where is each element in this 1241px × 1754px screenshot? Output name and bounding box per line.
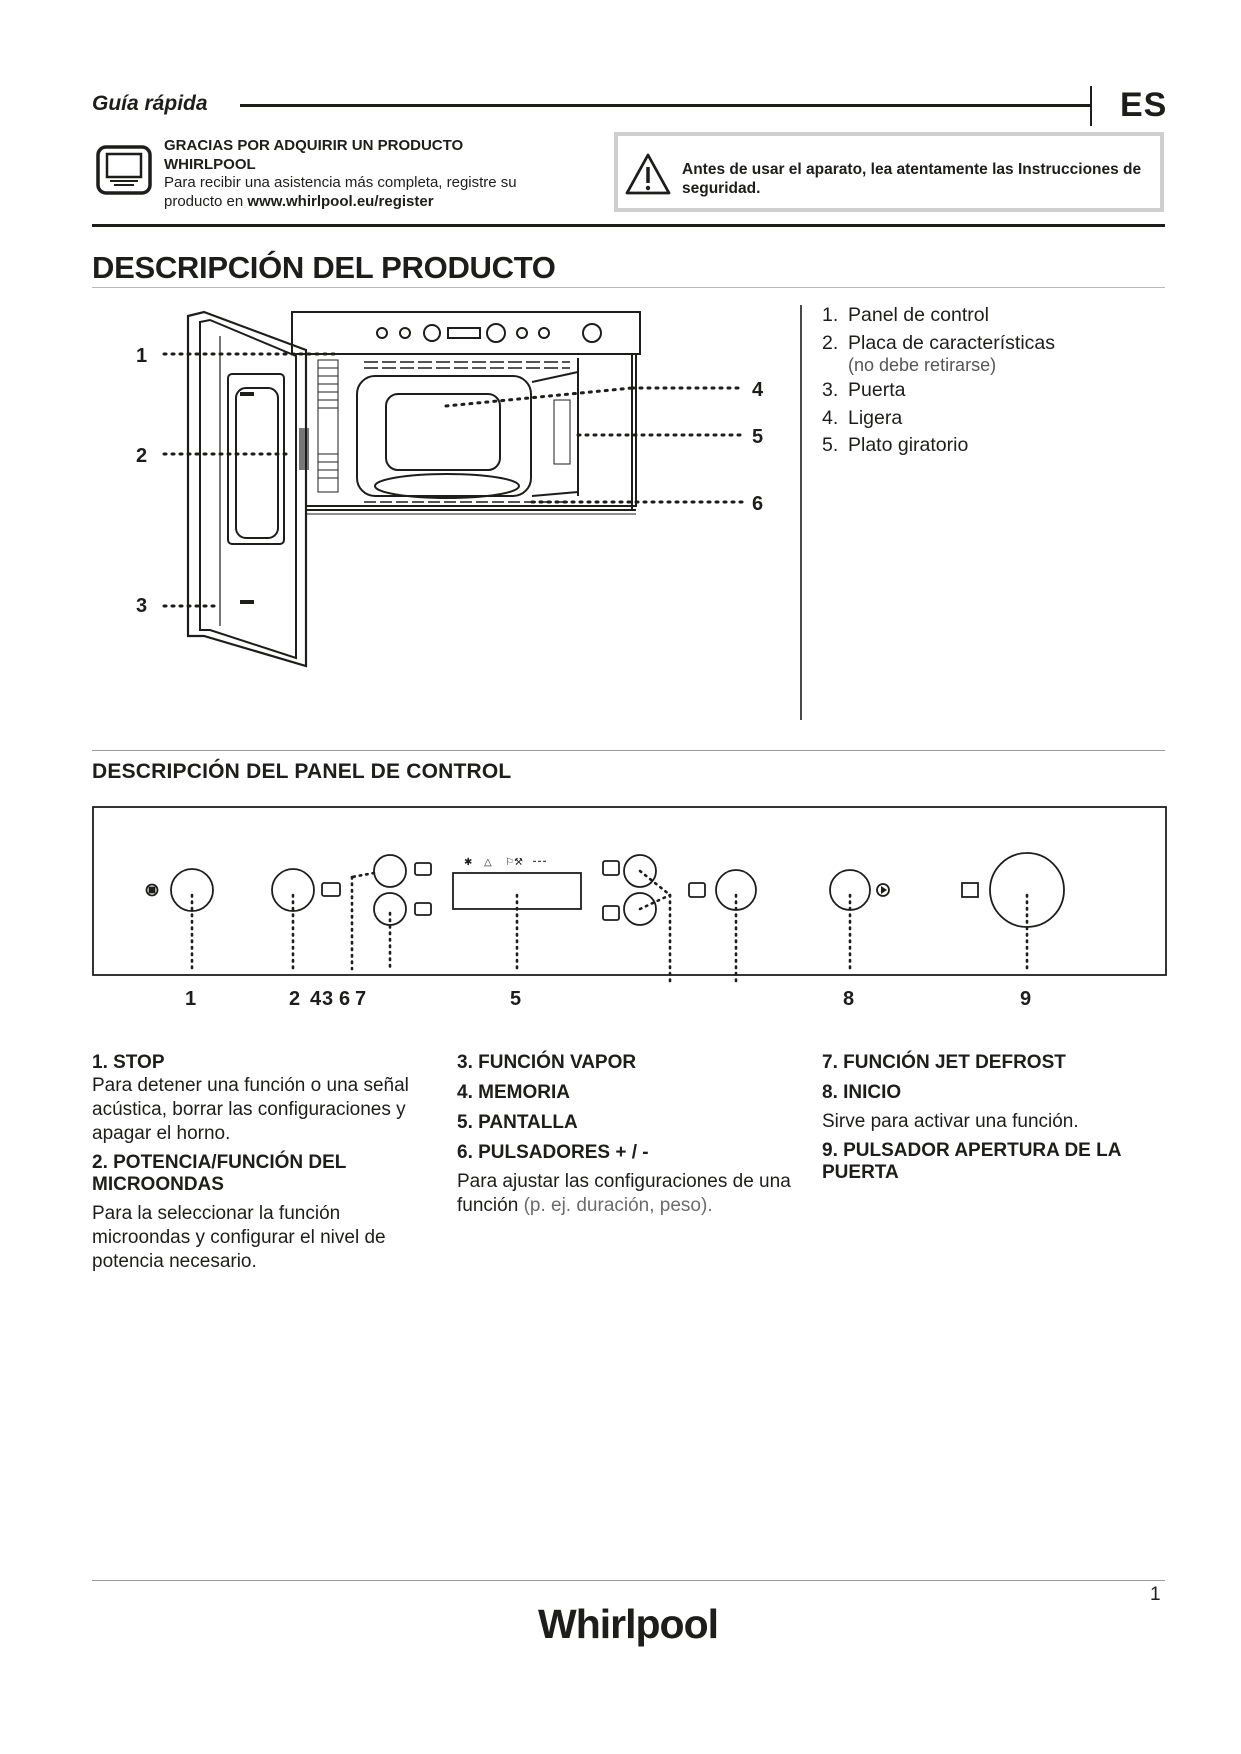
footer-divider <box>92 1580 1165 1581</box>
register-text <box>164 173 564 211</box>
register-sentence: Para recibir una asistencia más completa, registre su producto en <box>164 174 517 210</box>
descriptions-column-2 <box>457 1052 802 1218</box>
diagram-callout: 3 <box>136 595 148 617</box>
item-text: Para detener una función o una señal acústica, borrar las configuraciones y apagar el horno. <box>92 1075 409 1144</box>
item-text: Para la seleccionar la función microondas y configurar el nivel de potencia necesario. <box>92 1203 386 1272</box>
register-url-link[interactable]: www.whirlpool.eu/register <box>247 193 434 210</box>
list-item: 2. Placa de características <box>822 331 1056 354</box>
header-tick <box>1090 86 1092 126</box>
diagram-callout: 6 <box>752 493 764 515</box>
column-divider <box>800 305 802 720</box>
panel-callout: 8 <box>843 988 855 1010</box>
item-title: 7. FUNCIÓN JET DEFROST <box>822 1052 1066 1073</box>
safety-warning-text: Antes de usar el aparato, lea atentamente las Instrucciones de seguridad. <box>682 161 1142 197</box>
item-text-group <box>457 1170 802 1218</box>
control-panel-title: DESCRIPCIÓN DEL PANEL DE CONTROL <box>92 760 512 783</box>
svg-text:△: △ <box>484 857 492 868</box>
diagram-callout: 5 <box>752 426 764 448</box>
item-text: Sirve para activar una función. <box>822 1111 1079 1132</box>
list-item: 5. Plato giratorio <box>822 434 969 456</box>
panel-callout: 7 <box>355 988 367 1010</box>
list-item-note: (no debe retirarse) <box>848 355 997 375</box>
diagram-callout: 2 <box>136 445 148 467</box>
panel-callout: 1 <box>185 988 197 1010</box>
item-title: 1. STOP <box>92 1052 165 1073</box>
svg-text:⁃⁃⁃: ⁃⁃⁃ <box>532 857 547 868</box>
svg-text:Whirlpool: Whirlpool <box>538 1601 719 1647</box>
control-panel-diagram <box>92 805 1167 1025</box>
item-title: 3. FUNCIÓN VAPOR <box>457 1052 637 1073</box>
header-divider <box>92 224 1165 227</box>
item-title: 5. PANTALLA <box>457 1112 578 1133</box>
diagram-callout: 4 <box>752 379 764 401</box>
item-title: 4. MEMORIA <box>457 1082 570 1103</box>
item-text: Para ajustar las configuraciones de una función <box>457 1171 791 1216</box>
computer-register-icon <box>96 145 152 197</box>
panel-callout: 3 <box>322 988 334 1010</box>
panel-callout: 4 <box>310 988 322 1010</box>
diagram-callout: 1 <box>136 345 148 367</box>
descriptions-column-1 <box>92 1052 432 1274</box>
register-thanks-heading: GRACIAS POR ADQUIRIR UN PRODUCTO WHIRLPOOL <box>164 137 464 173</box>
panel-callout: 9 <box>1020 988 1032 1010</box>
svg-text:✱: ✱ <box>464 857 473 868</box>
item-title: 6. PULSADORES + / - <box>457 1142 649 1163</box>
list-item: 3. Puerta <box>822 379 906 401</box>
list-item: 1. Panel de control <box>822 304 989 326</box>
item-title: 9. PULSADOR APERTURA DE LA PUERTA <box>822 1140 1121 1183</box>
page-number: 1 <box>1150 1584 1161 1605</box>
section-divider <box>92 287 1165 288</box>
panel-callout: 5 <box>510 988 522 1010</box>
item-title: 2. POTENCIA/FUNCIÓN DEL MICROONDAS <box>92 1152 347 1195</box>
panel-callout: 6 <box>339 988 351 1010</box>
microwave-diagram <box>92 296 792 686</box>
item-text-muted: (p. ej. duración, peso). <box>523 1195 713 1216</box>
guide-title: Guía rápida <box>92 92 208 115</box>
item-title: 8. INICIO <box>822 1082 902 1103</box>
panel-callout: 2 <box>289 988 301 1010</box>
whirlpool-logo <box>534 1594 734 1664</box>
parts-list <box>822 302 1055 460</box>
header-rule <box>240 104 1090 107</box>
language-code: ES <box>1120 86 1168 124</box>
svg-text:⚐⚒: ⚐⚒ <box>505 857 523 868</box>
list-item: 4. Ligera <box>822 406 903 429</box>
descriptions-column-3 <box>822 1052 1162 1184</box>
product-description-title: DESCRIPCIÓN DEL PRODUCTO <box>92 250 556 285</box>
warning-triangle-icon <box>624 152 672 196</box>
section-divider <box>92 750 1165 751</box>
